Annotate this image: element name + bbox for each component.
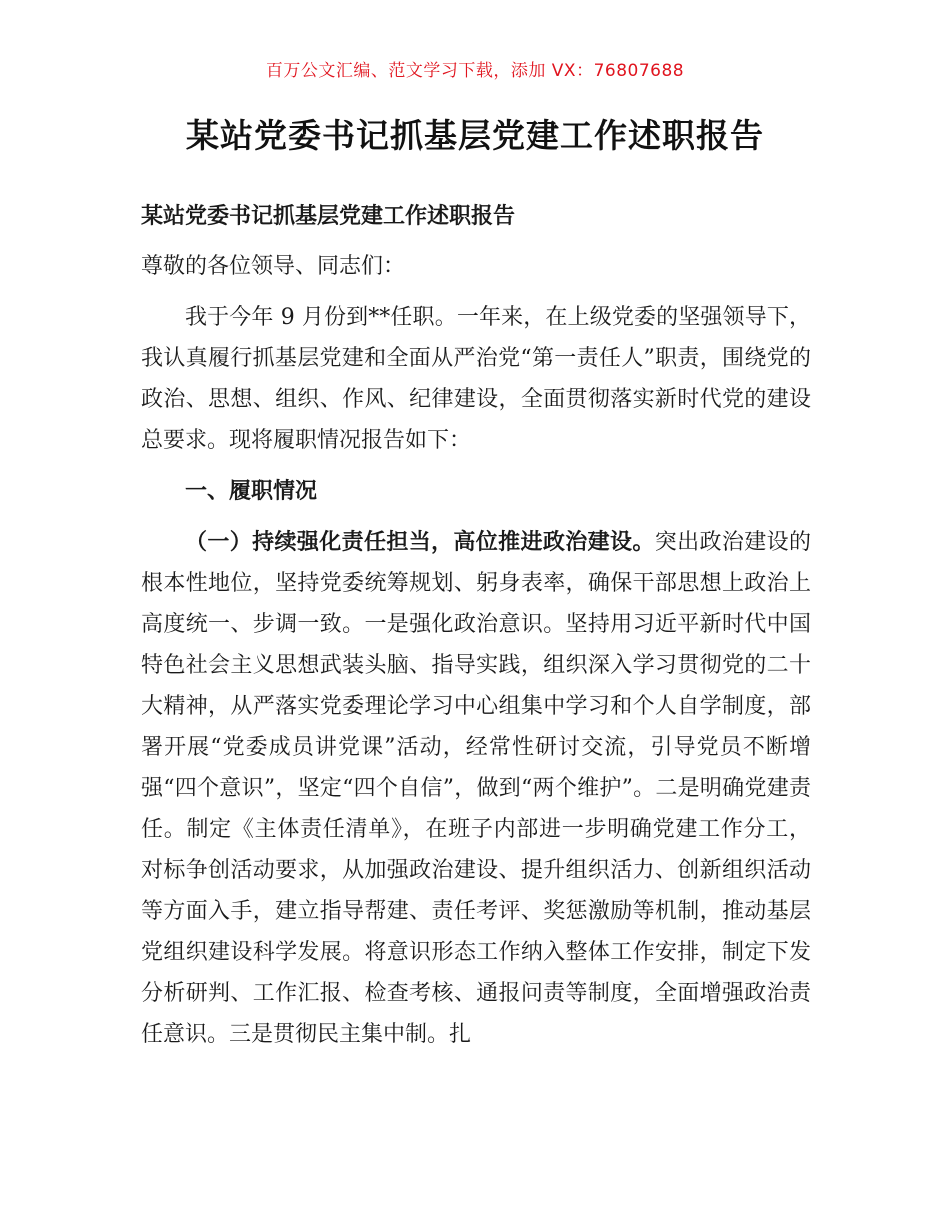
greeting-line: 尊敬的各位领导、同志们： bbox=[141, 254, 406, 279]
section-1-item-1-text: 突出政治建设的根本性地位，坚持党委统筹规划、躬身表率，确保干部思想上政治上高度统一、步调一致。一是强化政治意识。坚持用习近平新时代中国特色社会主义思想武装头脑、指导实践，组织深入学习贯彻党的二十大精神，从严落实党委理论学习中心组集中学习和个人自学制度，部署开展“党委成员讲党课”活动，经常性研讨交流，引导党员不断增强“四个意识”，坚定“四个自信”，做到“两个维护”。二是明确党建责任。制定《主体责任清单》，在班子内部进一步明确党建工作分工，对标争创活动要求，从加强政治建设、提升组织活力、创新组织活动等方面入手，建立指导帮建、责任考评、奖惩激励等机制，推动基层党组织建设科学发展。将意识形态工作纳入整体工作安排，制定下发分析研判、工作汇报、检查考核、通报问责等制度，全面增强政治责任意识。三是贯彻民主集中制。扎 bbox=[141, 530, 811, 1047]
intro-paragraph: 我于今年 9 月份到**任职。一年来，在上级党委的坚强领导下，我认真履行抓基层党建和全面从严治党“第一责任人”职责，围绕党的政治、思想、组织、作风、纪律建设，全面贯彻落实新时代党的建设总要求。现将履职情况报告如下： bbox=[141, 305, 811, 453]
section-heading-performance: 一、履职情况 bbox=[185, 478, 318, 504]
section-1-item-1-paragraph bbox=[141, 522, 811, 1055]
header-watermark-note: 百万公文汇编、范文学习下载，添加 VX：76807688 bbox=[265, 61, 685, 81]
document-subtitle: 某站党委书记抓基层党建工作述职报告 bbox=[141, 203, 516, 229]
document-body bbox=[141, 196, 811, 1055]
document-title: 某站党委书记抓基层党建工作述职报告 bbox=[186, 116, 764, 155]
section-1-item-1-lead: （一）持续强化责任担当，高位推进政治建设。 bbox=[185, 529, 655, 555]
